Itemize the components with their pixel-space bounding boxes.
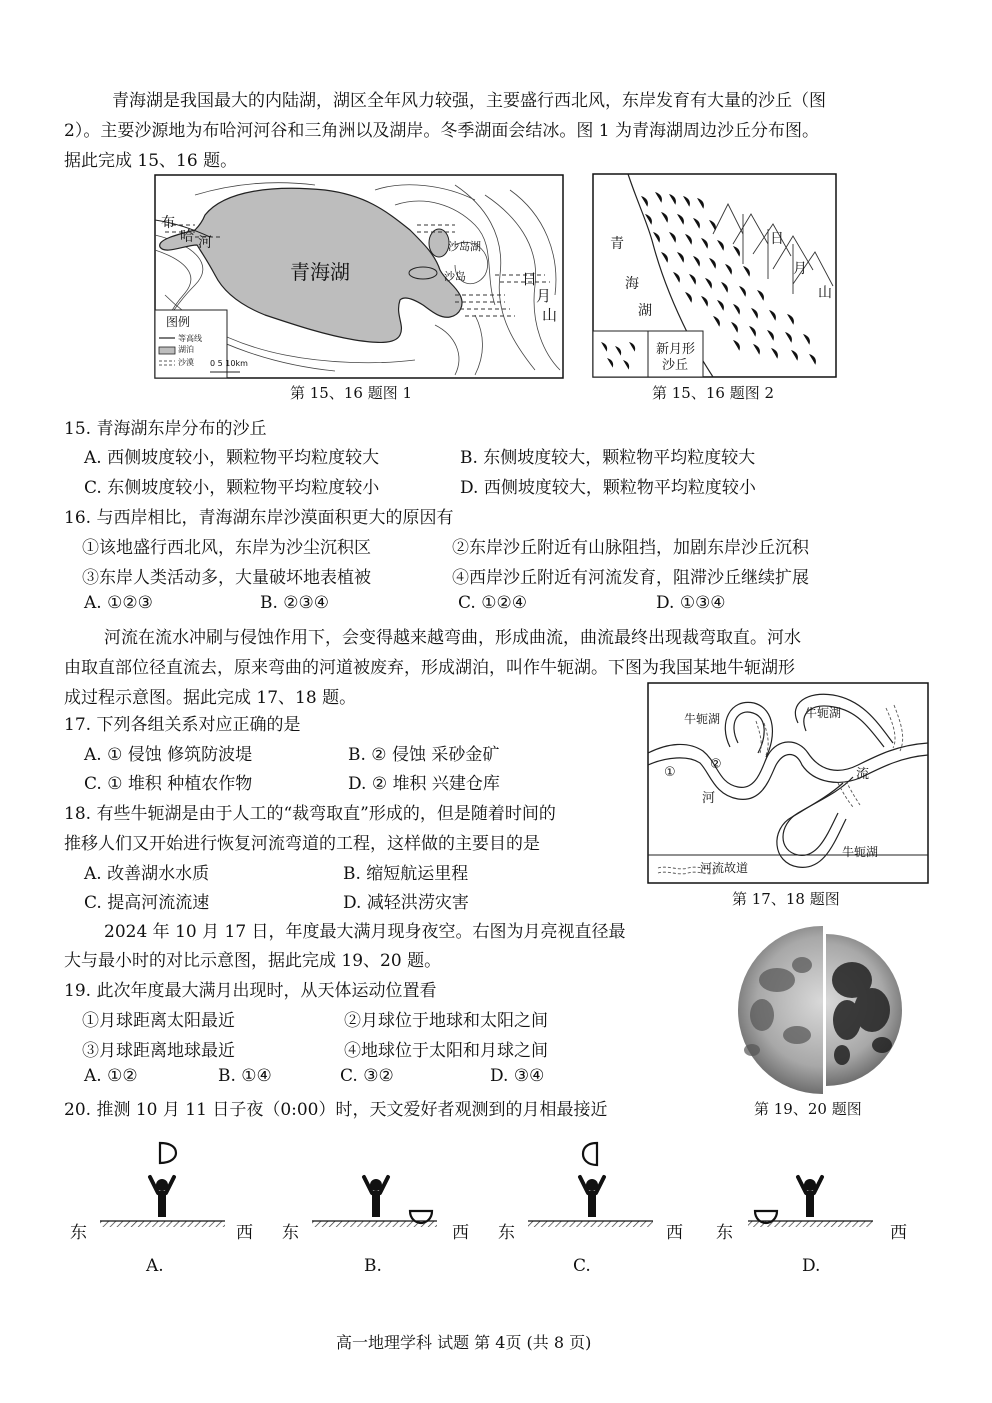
- q19-statement-3: ③月球距离地球最近: [82, 1041, 235, 1061]
- fig2-lake-1: 青: [610, 236, 624, 252]
- q19-statement-2: ②月球位于地球和太阳之间: [344, 1011, 548, 1031]
- fig2-legend-1: 新月形: [656, 342, 696, 357]
- q17-option-a: A. ① 侵蚀 修筑防波堤: [84, 745, 253, 765]
- fig3-river-1: 河: [702, 791, 716, 806]
- q15-option-b: B. 东侧坡度较大，颗粒物平均粒度较大: [460, 448, 756, 468]
- q16-statement-2: ②东岸沙丘附近有山脉阻挡，加剧东岸沙丘沉积: [452, 538, 809, 558]
- q20-scene-c: [528, 1143, 653, 1227]
- q20-a-west: 西: [236, 1223, 253, 1243]
- fig3-river-2: 流: [856, 767, 870, 782]
- q20-label-b: B.: [364, 1256, 382, 1276]
- fig2-legend-2: 沙丘: [662, 358, 689, 373]
- q18-option-b: B. 缩短航运里程: [343, 864, 469, 884]
- q20-a-east: 东: [70, 1223, 87, 1243]
- fig1-lake-name: 青海湖: [290, 260, 350, 284]
- q17-option-d: D. ② 堆积 兴建仓库: [348, 774, 500, 794]
- intro2-line3: 成过程示意图。据此完成 17、18 题。: [64, 688, 357, 708]
- q16-option-b: B. ②③④: [260, 593, 330, 613]
- q18-stem-2: 推移人们又开始进行恢复河流弯道的工程，这样做的主要目的是: [64, 834, 540, 854]
- q20-b-west: 西: [452, 1223, 469, 1243]
- q19-statement-1: ①月球距离太阳最近: [82, 1011, 235, 1031]
- fig1-scale: 0 5 10km: [210, 359, 248, 368]
- fig1-legend-title: 图例: [166, 315, 191, 329]
- q20-scenes: [60, 1135, 920, 1250]
- page-footer: 高一地理学科 试题 第 4页 (共 8 页): [336, 1333, 592, 1352]
- fig2-mountain-3: 山: [818, 285, 832, 301]
- fig1-river-2: 哈: [180, 229, 194, 245]
- q20-scene-a: [100, 1143, 225, 1227]
- fig1-island-2: 沙岛: [444, 270, 466, 283]
- q19-option-a: A. ①②: [84, 1066, 138, 1086]
- q19-statement-4: ④地球位于太阳和月球之间: [344, 1041, 548, 1061]
- fig1-river-1: 布: [161, 215, 175, 231]
- intro2-line1: 河流在流水冲刷与侵蚀作用下，会变得越来越弯曲，形成曲流，曲流最终出现裁弯取直。河水: [104, 628, 801, 648]
- intro1-line1: 青海湖是我国最大的内陆湖，湖区全年风力较强，主要盛行西北风，东岸发育有大量的沙丘（图: [112, 91, 826, 111]
- fig1-mountain-3: 山: [542, 306, 558, 324]
- q20-scene-d: [748, 1177, 873, 1227]
- q20-c-west: 西: [666, 1223, 683, 1243]
- fig2-caption: 第 15、16 题图 2: [652, 384, 775, 402]
- q20-scene-b: [312, 1177, 437, 1227]
- fig1-mountain-2: 月: [536, 287, 552, 305]
- intro1-line2: 2）。主要沙源地为布哈河河谷和三角洲以及湖岸。冬季湖面会结冰。图 1 为青海湖周边沙丘分布图。: [64, 121, 819, 141]
- q20-stem: 20. 推测 10 月 11 日子夜（0:00）时，天文爱好者观测到的月相最接近: [64, 1100, 608, 1120]
- q20-d-west: 西: [890, 1223, 907, 1243]
- fig1-legend-lake: 湖泊: [178, 345, 194, 354]
- q18-stem-1: 18. 有些牛轭湖是由于人工的“裁弯取直”形成的，但是随着时间的: [64, 804, 556, 824]
- q18-option-c: C. 提高河流流速: [84, 893, 210, 913]
- fig1-legend-contour: 等高线: [178, 334, 202, 343]
- fig3-lake-b: 牛轭湖: [805, 706, 842, 720]
- q19-option-d: D. ③④: [490, 1066, 545, 1086]
- q17-option-b: B. ② 侵蚀 采砂金矿: [348, 745, 500, 765]
- fig1-mountain-1: 日: [522, 270, 538, 288]
- intro3-line1: 2024 年 10 月 17 日，年度最大满月现身夜空。右图为月亮视直径最: [104, 922, 626, 942]
- fig2-lake-3: 湖: [638, 303, 652, 319]
- intro2-line2: 由取直部位径直流去，原来弯曲的河道被废弃，形成湖泊，叫作牛轭湖。下图为我国某地牛轭湖形: [64, 658, 795, 678]
- q16-statement-1: ①该地盛行西北风，东岸为沙尘沉积区: [82, 538, 371, 558]
- fig3-caption: 第 17、18 题图: [732, 890, 840, 908]
- fig1-caption: 第 15、16 题图 1: [290, 384, 413, 402]
- q20-c-east: 东: [498, 1223, 515, 1243]
- q16-option-d: D. ①③④: [656, 593, 726, 613]
- q16-option-c: C. ①②④: [458, 593, 527, 613]
- fig1-island-1: 沙岛湖: [448, 240, 481, 253]
- q17-stem: 17. 下列各组关系对应正确的是: [64, 715, 301, 735]
- q16-statement-4: ④西岸沙丘附近有河流发育，阻滞沙丘继续扩展: [452, 568, 809, 588]
- q16-statement-3: ③东岸人类活动多，大量破坏地表植被: [82, 568, 371, 588]
- q15-option-a: A. 西侧坡度较小，颗粒物平均粒度较大: [84, 448, 380, 468]
- q18-option-a: A. 改善湖水水质: [84, 864, 210, 884]
- q15-stem: 15. 青海湖东岸分布的沙丘: [64, 419, 267, 439]
- q20-label-a: A.: [146, 1256, 164, 1276]
- q16-stem: 16. 与西岸相比，青海湖东岸沙漠面积更大的原因有: [64, 508, 454, 528]
- fig3-mark-2: ②: [710, 757, 722, 772]
- q18-option-d: D. 减轻洪涝灾害: [343, 893, 469, 913]
- q20-label-c: C.: [573, 1256, 591, 1276]
- q20-b-east: 东: [282, 1223, 299, 1243]
- q20-d-east: 东: [716, 1223, 733, 1243]
- fig3-lake-c: 牛轭湖: [842, 845, 879, 859]
- intro3-line2: 大与最小时的对比示意图，据此完成 19、20 题。: [64, 951, 442, 971]
- fig2-lake-2: 海: [625, 276, 639, 292]
- fig4-caption: 第 19、20 题图: [754, 1100, 862, 1118]
- q19-option-c: C. ③②: [340, 1066, 394, 1086]
- q19-stem: 19. 此次年度最大满月出现时，从天体运动位置看: [64, 981, 437, 1001]
- q20-label-d: D.: [802, 1256, 821, 1276]
- fig1-legend-desert: 沙漠: [178, 358, 194, 367]
- fig1-river-3: 河: [198, 235, 212, 251]
- fig2-mountain-2: 月: [793, 261, 807, 277]
- figure-4-moon: [722, 925, 922, 1095]
- fig2-mountain-1: 日: [770, 231, 784, 247]
- figure-1-map: [155, 175, 563, 378]
- q15-option-c: C. 东侧坡度较小，颗粒物平均粒度较小: [84, 478, 380, 498]
- fig3-mark-1: ①: [664, 765, 676, 780]
- q15-option-d: D. 西侧坡度较大，颗粒物平均粒度较小: [460, 478, 756, 498]
- fig3-legend: 河流故道: [700, 861, 749, 875]
- q16-option-a: A. ①②③: [84, 593, 153, 613]
- fig3-lake-a: 牛轭湖: [684, 712, 721, 726]
- q17-option-c: C. ① 堆积 种植农作物: [84, 774, 253, 794]
- q19-option-b: B. ①④: [218, 1066, 272, 1086]
- intro1-line3: 据此完成 15、16 题。: [64, 151, 238, 171]
